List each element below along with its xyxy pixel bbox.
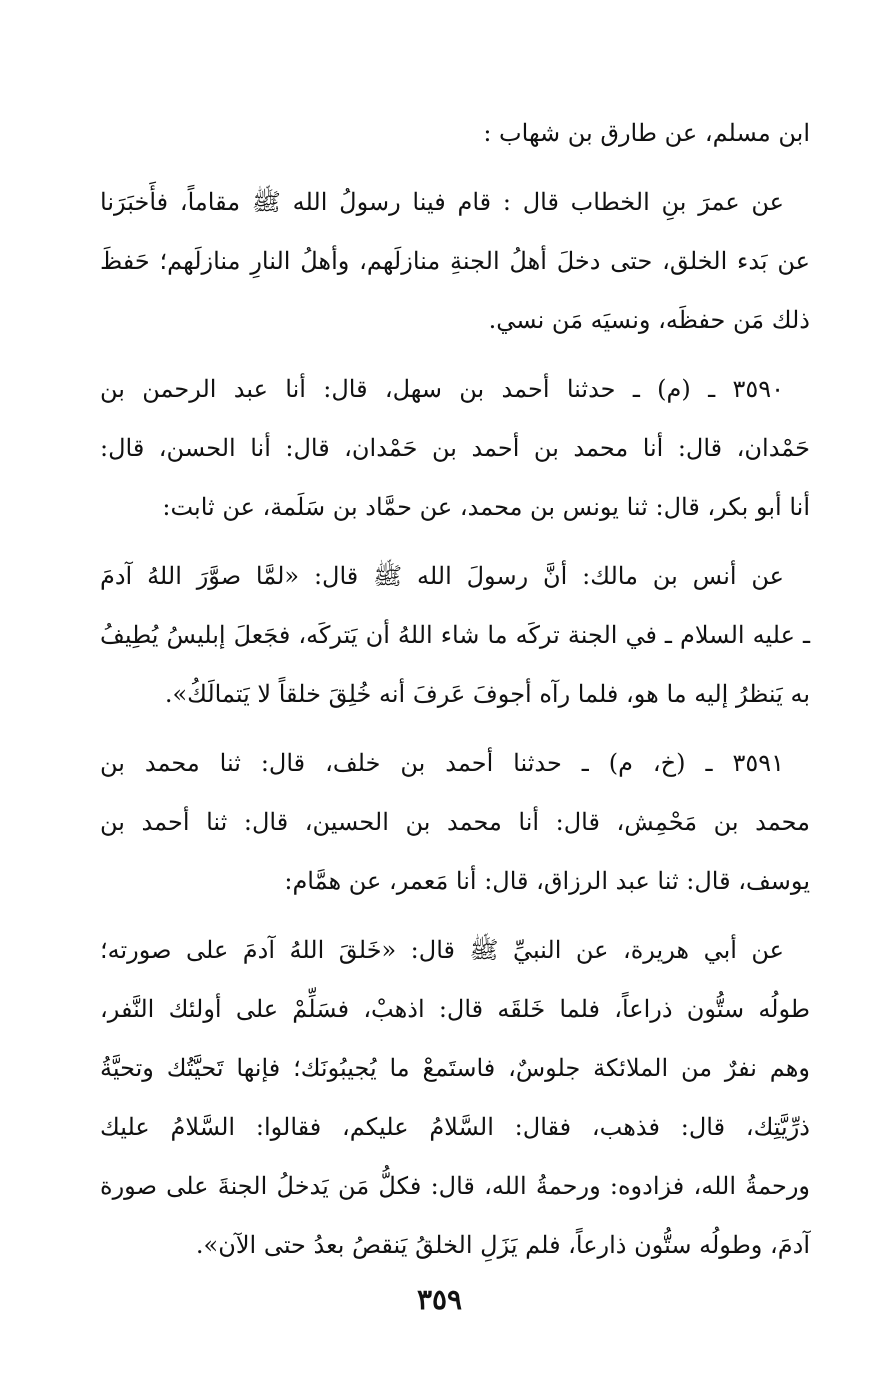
paragraph-2: [100, 177, 810, 354]
paragraph-1: [100, 108, 810, 167]
text-line: طولُه ستُّون ذراعاً، فلما خَلقَه قال: اذهبْ، فسَلِّمْ على أولئك النَّفر،: [100, 995, 810, 1023]
text-line: ذرِّيَّتِك، قال: فذهب، فقال: السَّلامُ عليكم، فقالوا: السَّلامُ عليك: [100, 1113, 810, 1141]
text-line: ـ عليه السلام ـ في الجنة تركَه ما شاء اللهُ أن يَتركَه، فجَعلَ إبليسُ يُطِيفُ: [100, 621, 810, 649]
text-line: ابن مسلم، عن طارق بن شهاب :: [483, 119, 810, 147]
paragraph-4: [100, 551, 810, 728]
paragraph-gap: [100, 915, 810, 925]
paragraph-gap: [100, 541, 810, 551]
text-line: ٣٥٩١ ـ (خ، م) ـ حدثنا أحمد بن خلف، قال: ثنا محمد بن: [100, 749, 784, 777]
text-line: عن بَدء الخلق، حتى دخلَ أهلُ الجنةِ منازلَهم، وأهلُ النارِ منازلَهم؛ حَفظَ: [100, 247, 810, 275]
text-line: يوسف، قال: ثنا عبد الرزاق، قال: أنا مَعمر، عن همَّام:: [284, 867, 810, 895]
text-line: محمد بن مَحْمِش، قال: أنا محمد بن الحسين، قال: ثنا أحمد بن: [100, 808, 810, 836]
text-line: وهم نفرٌ من الملائكة جلوسٌ، فاستَمعْ ما يُجيبُونَك؛ فإنها تَحيَّتُك وتحيَّةُ: [100, 1054, 810, 1082]
paragraph-gap: [100, 354, 810, 364]
page-body: [100, 108, 810, 1279]
paragraph-gap: [100, 167, 810, 177]
paragraph-gap: [100, 728, 810, 738]
paragraph-5: [100, 738, 810, 915]
text-line: ورحمةُ الله، فزادوه: ورحمةُ الله، قال: فكلُّ مَن يَدخلُ الجنةَ على صورة: [100, 1172, 811, 1200]
text-line: عن أبي هريرة، عن النبيِّ ﷺ قال: «خَلقَ اللهُ آدمَ على صورته؛: [100, 936, 784, 964]
text-line: آدمَ، وطولُه ستُّون ذارعاً، فلم يَزَلِ الخلقُ يَنقصُ بعدُ حتى الآن».: [195, 1231, 810, 1259]
text-line: ٣٥٩٠ ـ (م) ـ حدثنا أحمد بن سهل، قال: أنا عبد الرحمن بن: [100, 375, 784, 403]
text-line: ذلك مَن حفظَه، ونسيَه مَن نسي.: [488, 306, 810, 334]
text-line: عن عمرَ بنِ الخطاب قال : قام فينا رسولُ الله ﷺ مقاماً، فأَخبَرَنا: [100, 188, 784, 216]
text-line: به يَنظرُ إليه ما هو، فلما رآه أجوفَ عَرفَ أنه خُلِقَ خلقاً لا يَتمالَكُ».: [164, 680, 810, 708]
text-line: عن أنس بن مالك: أنَّ رسولَ الله ﷺ قال: «لمَّا صوَّرَ اللهُ آدمَ: [100, 562, 784, 590]
paragraph-6: [100, 925, 810, 1279]
page-number: ٣٥٩: [416, 1283, 463, 1316]
text-line: حَمْدان، قال: أنا محمد بن أحمد بن حَمْدان، قال: أنا الحسن، قال:: [100, 434, 811, 462]
text-line: أنا أبو بكر، قال: ثنا يونس بن محمد، عن حمَّاد بن سَلَمة، عن ثابت:: [162, 493, 810, 521]
paragraph-3: [100, 364, 810, 541]
